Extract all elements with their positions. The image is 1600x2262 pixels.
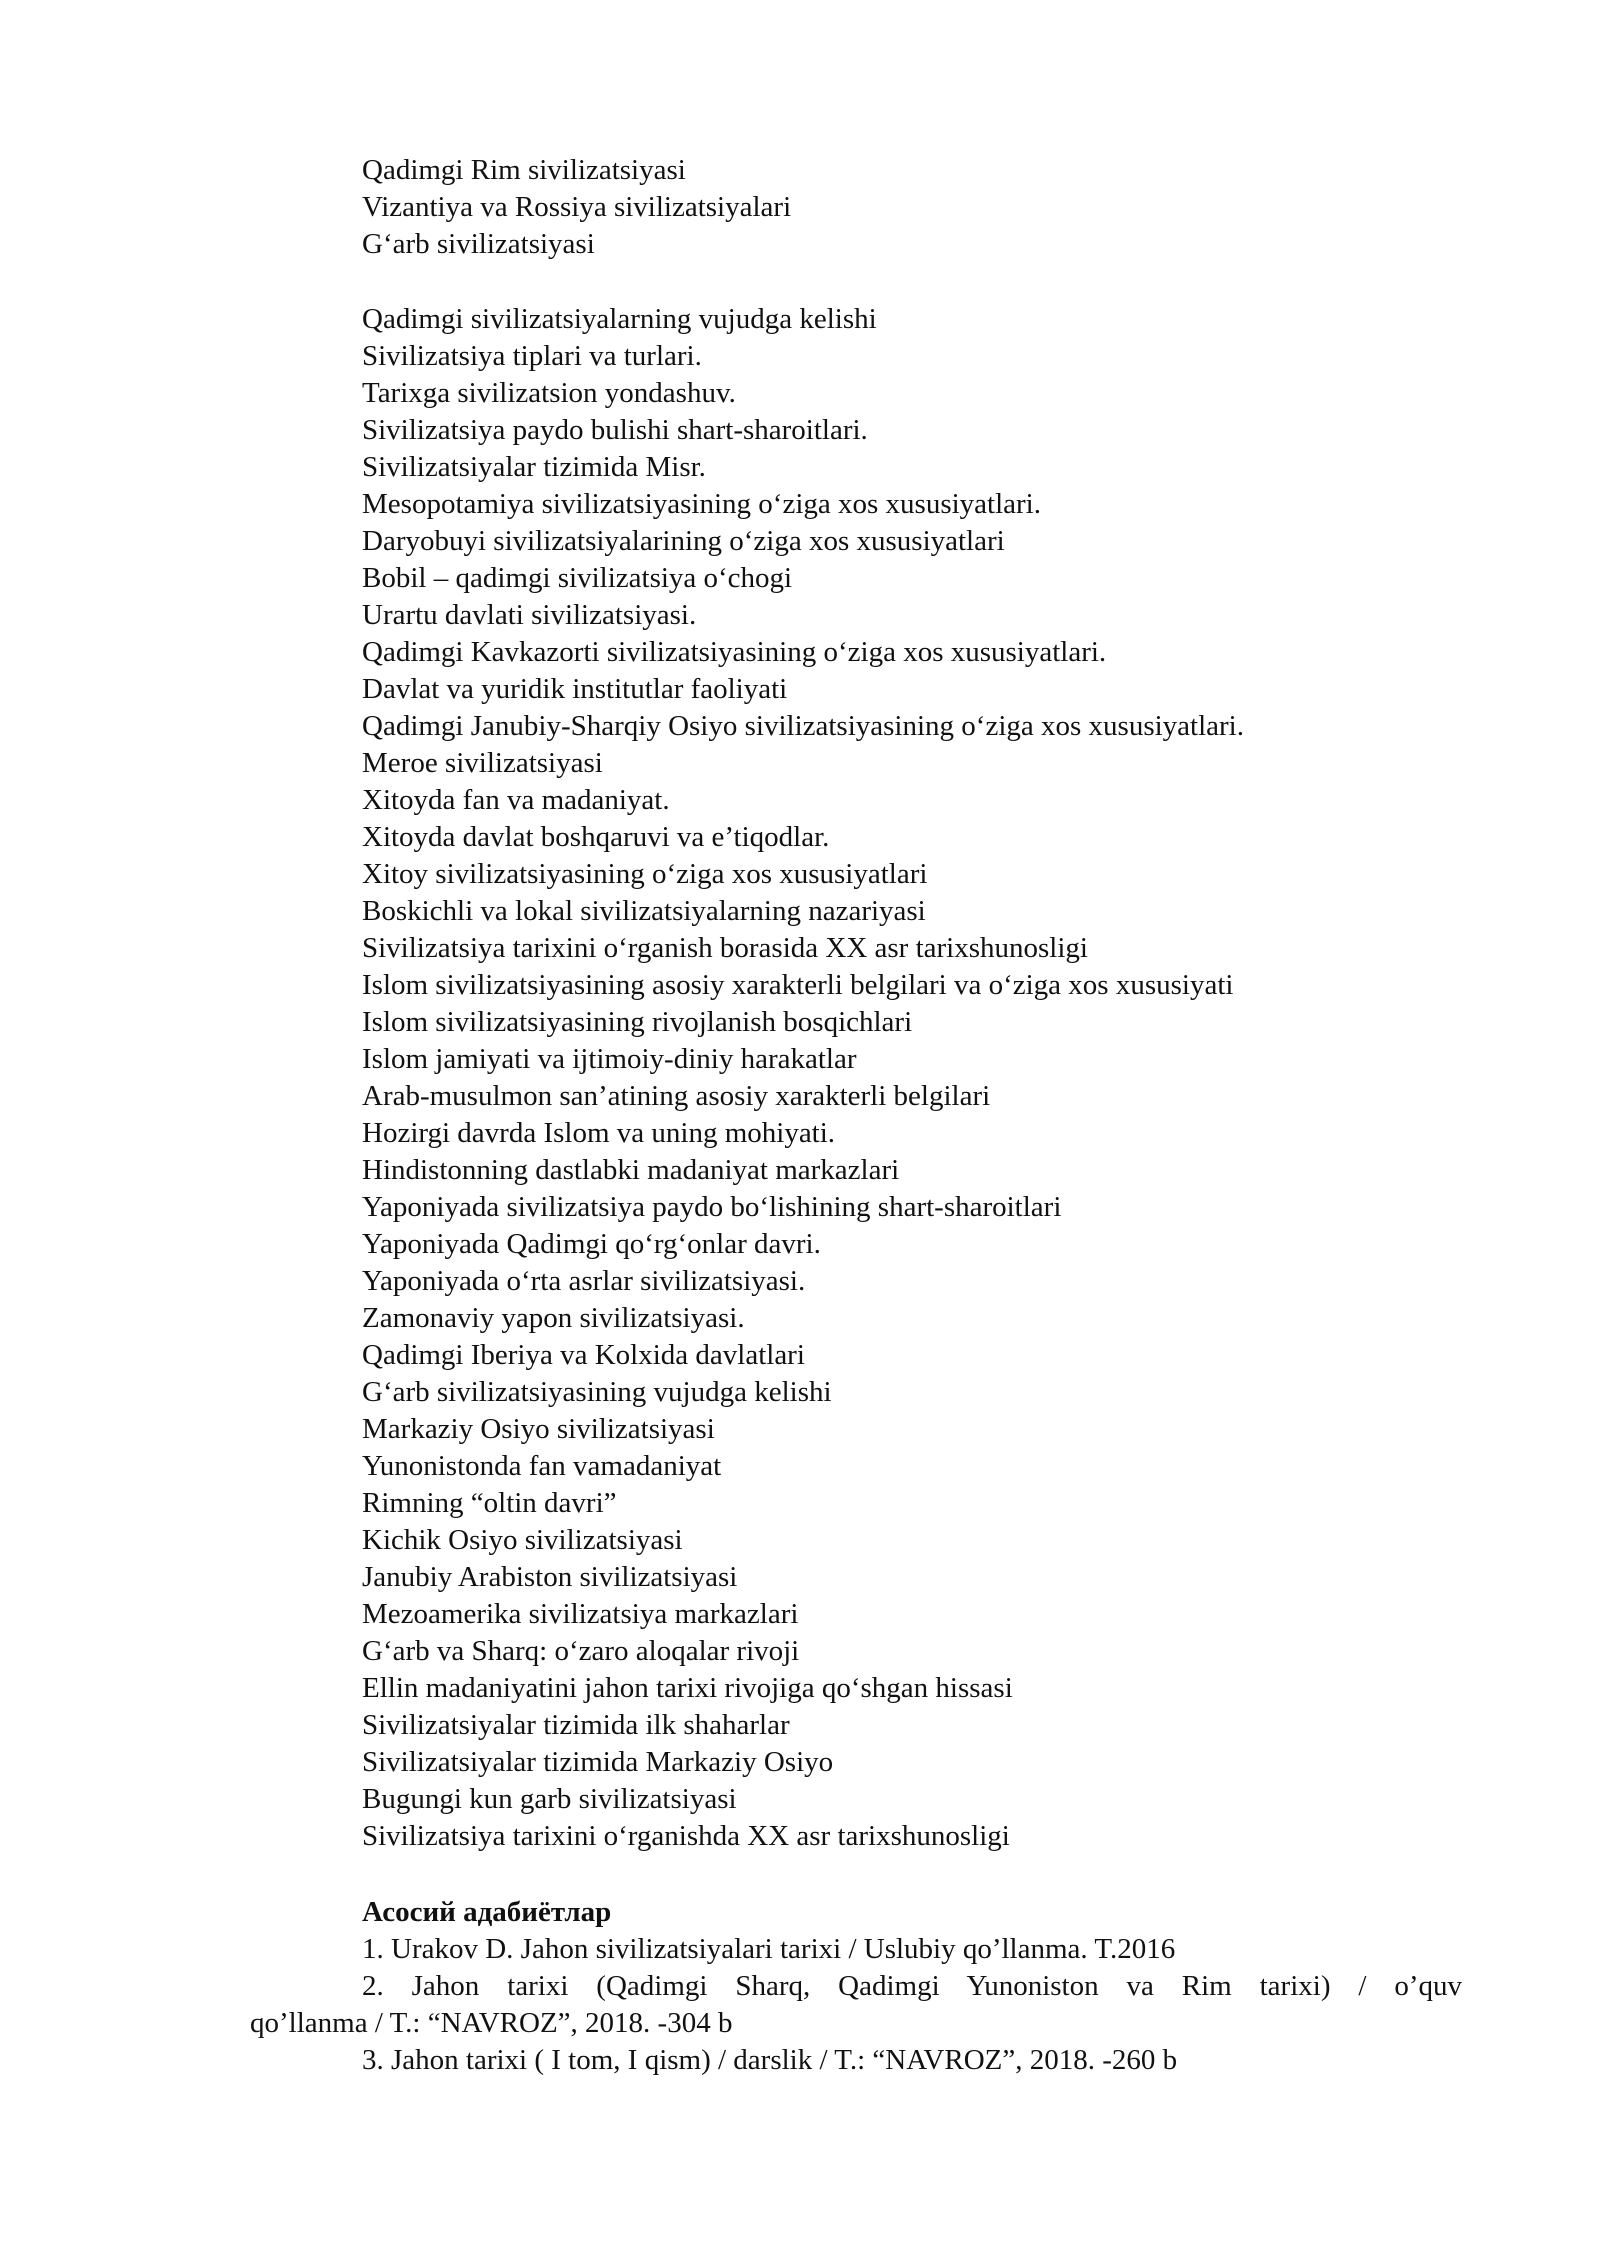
topic-item: G‘arb sivilizatsiyasining vujudga kelishi bbox=[362, 1376, 832, 1408]
topic-item: Sivilizatsiya tiplari va turlari. bbox=[362, 340, 702, 372]
topic-item: Sivilizatsiyalar tizimida Markaziy Osiyo bbox=[362, 1746, 834, 1778]
topic-item: Tarixga sivilizatsion yondashuv. bbox=[362, 377, 736, 409]
topic-item: Sivilizatsiya paydo bulishi shart-sharoitlari. bbox=[362, 414, 868, 446]
topic-item: Sivilizatsiya tarixini o‘rganishda XX asr tarixshunosligi bbox=[362, 1820, 1010, 1852]
topic-item: Rimning “oltin davri” bbox=[362, 1487, 617, 1519]
topic-item: Yaponiyada o‘rta asrlar sivilizatsiyasi. bbox=[362, 1265, 806, 1297]
topic-item: Yaponiyada Qadimgi qo‘rg‘onlar davri. bbox=[362, 1228, 821, 1260]
topic-item: Arab-musulmon san’atining asosiy xarakterli belgilari bbox=[362, 1080, 991, 1112]
topic-item: Daryobuyi sivilizatsiyalarining o‘ziga xos xususiyatlari bbox=[362, 525, 1005, 557]
topic-item: Janubiy Arabiston sivilizatsiyasi bbox=[362, 1561, 738, 1593]
topic-item: Kichik Osiyo sivilizatsiyasi bbox=[362, 1524, 683, 1556]
topic-item: Xitoyda fan va madaniyat. bbox=[362, 784, 670, 816]
literature-heading: Асосий адабиётлар bbox=[362, 1896, 612, 1928]
topic-item: Qadimgi sivilizatsiyalarning vujudga kelishi bbox=[362, 303, 877, 335]
topic-item: Sivilizatsiya tarixini o‘rganish borasida XX asr tarixshunosligi bbox=[362, 932, 1088, 964]
reference-item: 1. Urakov D. Jahon sivilizatsiyalari tarixi / Uslubiy qo’llanma. T.2016 bbox=[362, 1933, 1176, 1965]
topic-item: Mezoamerika sivilizatsiya markazlari bbox=[362, 1598, 799, 1630]
topic-item: Hozirgi davrda Islom va uning mohiyati. bbox=[362, 1117, 836, 1149]
topic-item: Mesopotamiya sivilizatsiyasining o‘ziga xos xususiyatlari. bbox=[362, 488, 1041, 520]
topic-item: Boskichli va lokal sivilizatsiyalarning nazariyasi bbox=[362, 895, 926, 927]
topic-item: Urartu davlati sivilizatsiyasi. bbox=[362, 599, 697, 631]
topic-item: Islom jamiyati va ijtimoiy-diniy harakatlar bbox=[362, 1043, 857, 1075]
reference-item: 3. Jahon tarixi ( I tom, I qism) / darslik / T.: “NAVROZ”, 2018. -260 b bbox=[362, 2044, 1178, 2076]
topic-item: Ellin madaniyatini jahon tarixi rivojiga qo‘shgan hissasi bbox=[362, 1672, 1013, 1704]
topic-item: Zamonaviy yapon sivilizatsiyasi. bbox=[362, 1302, 745, 1334]
topic-item: Markaziy Osiyo sivilizatsiyasi bbox=[362, 1413, 715, 1445]
topic-item: Xitoyda davlat boshqaruvi va e’tiqodlar. bbox=[362, 821, 830, 853]
topic-item: Islom sivilizatsiyasining rivojlanish bosqichlari bbox=[362, 1006, 913, 1038]
topic-item: Bugungi kun garb sivilizatsiyasi bbox=[362, 1783, 737, 1815]
topic-item: Sivilizatsiyalar tizimida Misr. bbox=[362, 451, 706, 483]
intro-line: Qadimgi Rim sivilizatsiyasi bbox=[362, 154, 686, 186]
topic-item: Qadimgi Janubiy-Sharqiy Osiyo sivilizatsiyasining o‘ziga xos xususiyatlari. bbox=[362, 710, 1244, 742]
topics-list bbox=[362, 301, 1462, 1855]
topic-item: Yunonistonda fan vamadaniyat bbox=[362, 1450, 722, 1482]
intro-list bbox=[362, 152, 1462, 263]
reference-item: 2. Jahon tarixi (Qadimgi Sharq, Qadimgi Yunoniston va Rim tarixi) / o’quv bbox=[362, 1970, 1462, 2002]
topic-item: Davlat va yuridik institutlar faoliyati bbox=[362, 673, 788, 705]
topic-item: Sivilizatsiyalar tizimida ilk shaharlar bbox=[362, 1709, 790, 1741]
topic-item: Hindistonning dastlabki madaniyat markazlari bbox=[362, 1154, 900, 1186]
topic-item: Xitoy sivilizatsiyasining o‘ziga xos xususiyatlari bbox=[362, 858, 928, 890]
topic-item: Yaponiyada sivilizatsiya paydo bo‘lishining shart-sharoitlari bbox=[362, 1191, 1062, 1223]
topic-item: Qadimgi Iberiya va Kolxida davlatlari bbox=[362, 1339, 805, 1371]
topic-item: Islom sivilizatsiyasining asosiy xarakterli belgilari va o‘ziga xos xususiyati bbox=[362, 969, 1234, 1001]
topic-item: Bobil – qadimgi sivilizatsiya o‘chogi bbox=[362, 562, 793, 594]
topic-item: Meroe sivilizatsiyasi bbox=[362, 747, 603, 779]
topic-item: Qadimgi Kavkazorti sivilizatsiyasining o‘ziga xos xususiyatlari. bbox=[362, 636, 1107, 668]
intro-line: G‘arb sivilizatsiyasi bbox=[362, 228, 595, 260]
intro-line: Vizantiya va Rossiya sivilizatsiyalari bbox=[362, 191, 792, 223]
literature-section bbox=[250, 1894, 1462, 2079]
reference-item-continuation: qo’llanma / T.: “NAVROZ”, 2018. -304 b bbox=[250, 2007, 733, 2039]
topic-item: G‘arb va Sharq: o‘zaro aloqalar rivoji bbox=[362, 1635, 800, 1667]
